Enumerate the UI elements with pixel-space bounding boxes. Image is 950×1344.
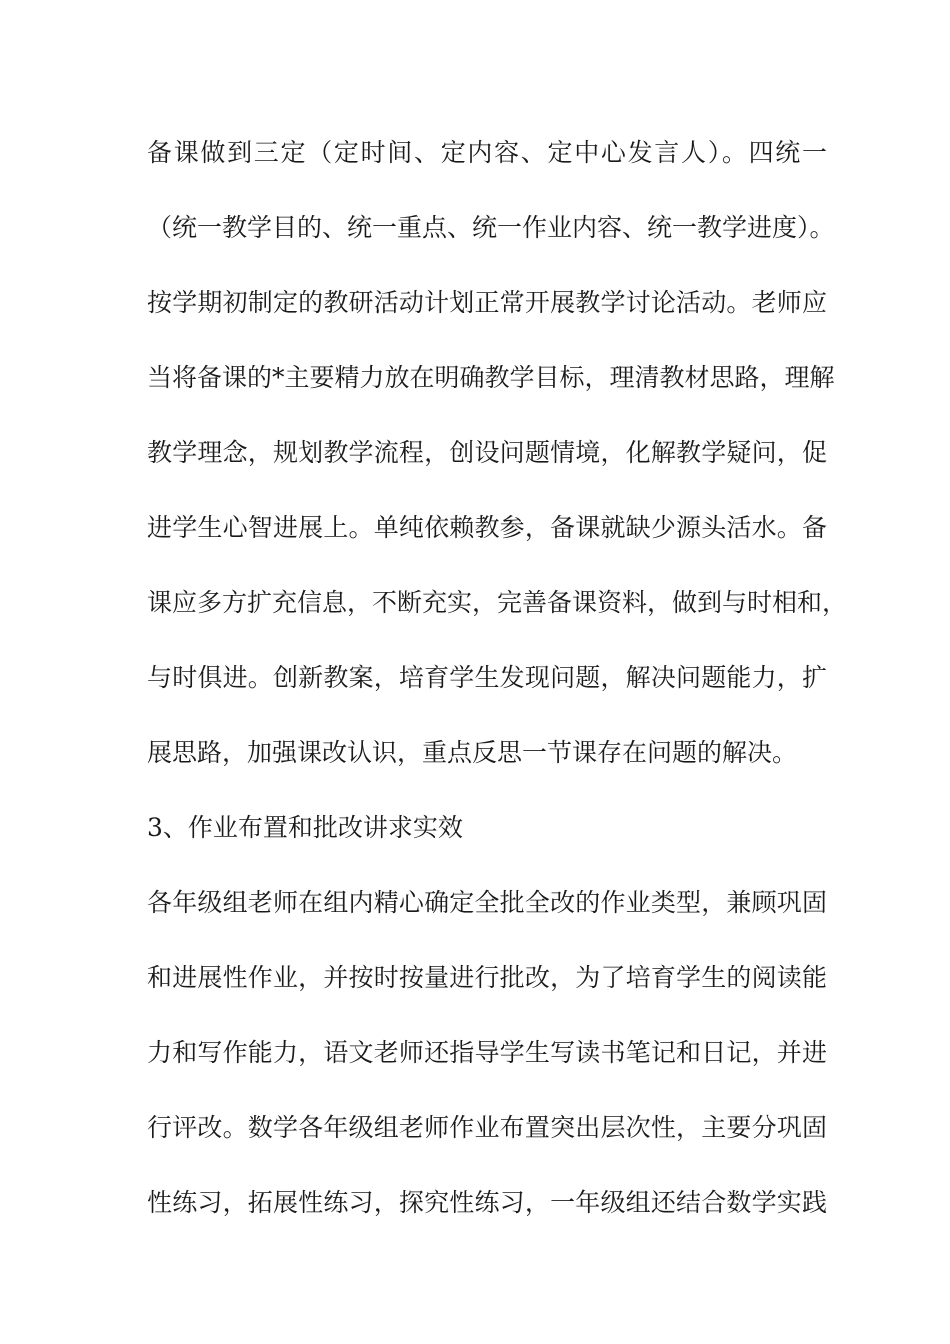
text-line: 按学期初制定的教研活动计划正常开展教学讨论活动。老师应 xyxy=(147,288,827,317)
text-line: 展思路，加强课改认识，重点反思一节课存在问题的解决。 xyxy=(147,738,798,767)
text-line: 课应多方扩充信息，不断充实，完善备课资料，做到与时相和， xyxy=(147,588,848,617)
text-line: 备课做到三定（定时间、定内容、定中心发言人）。四统一 xyxy=(147,138,827,167)
text-line: 性练习，拓展性练习，探究性练习，一年级组还结合数学实践 xyxy=(147,1188,827,1217)
text-line: 当将备课的*主要精力放在明确教学目标，理清教材思路，理解 xyxy=(147,363,835,392)
text-line: （统一教学目的、统一重点、统一作业内容、统一教学进度）。 xyxy=(147,213,835,242)
text-line: 和进展性作业，并按时按量进行批改，为了培育学生的阅读能 xyxy=(147,963,827,992)
text-line: 各年级组老师在组内精心确定全批全改的作业类型，兼顾巩固 xyxy=(147,888,827,917)
text-line: 与时俱进。创新教案，培育学生发现问题，解决问题能力，扩 xyxy=(147,663,827,692)
text-line: 力和写作能力，语文老师还指导学生写读书笔记和日记，并进 xyxy=(147,1038,827,1067)
section-heading: 3、作业布置和批改讲求实效 xyxy=(147,813,463,842)
text-line: 教学理念，规划教学流程，创设问题情境，化解教学疑问，促 xyxy=(147,438,827,467)
text-line: 进学生心智进展上。单纯依赖教参，备课就缺少源头活水。备 xyxy=(147,513,827,542)
document-body xyxy=(147,133,848,1258)
text-line: 行评改。数学各年级组老师作业布置突出层次性，主要分巩固 xyxy=(147,1113,827,1142)
